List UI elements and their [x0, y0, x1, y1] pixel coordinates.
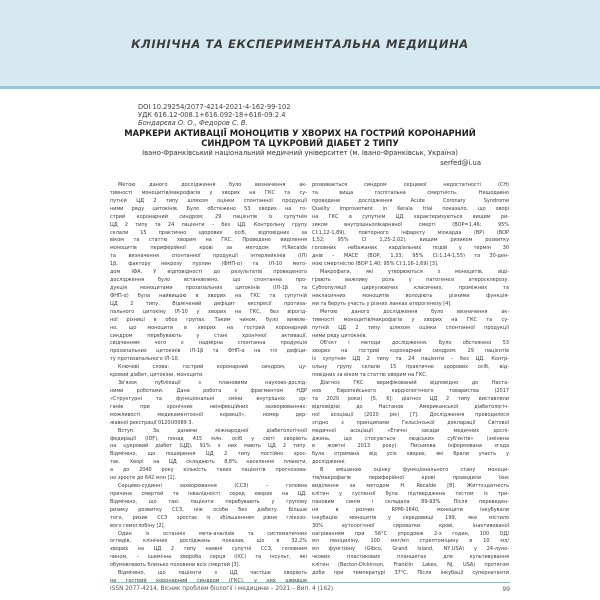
body-text-line: Метою даного дослідження було визначення ак-	[320, 308, 509, 315]
body-text-line: тає. Хворі на ЦД складають 8,8% населення планети,	[110, 459, 307, 466]
body-text-line: була отримана від усіх хворих, які брали участь у	[312, 451, 509, 458]
body-text-line: Відмічено, що поширення ЦД 2 типу постійно зрос-	[110, 451, 307, 458]
body-text-line: Відмічено, що пацієнти з ЦД частіше хворіють	[118, 570, 307, 577]
footer-divider	[110, 582, 510, 583]
body-text-line: днів – MACE (ВОР, 1,33; 95% СІ:1,14-1,55) та 30-ден-	[312, 253, 509, 260]
body-text-line: ними роботами. Дана робота є фрагментом НДР	[110, 387, 307, 394]
body-text-line: а до 2040 року кількість таких пацієнтів прогнозова-	[110, 467, 307, 474]
journal-footer: ISSN 2077-4214. Вісник проблем біології і медицини – 2021 – Вип. 4 (162)	[110, 586, 334, 592]
body-text-line: Макрофаги, які утворюються з моноцитів, віді-	[320, 269, 509, 276]
body-text-line: ної асоціації (2020 рік) [7]. Дослідження проводилося	[312, 411, 509, 418]
body-text-line: прозапальних цитокінів ІЛ-1β та ФНП-α на тлі дефіци-	[110, 348, 307, 355]
body-text-line: свідченням чого є надмірна спонтанна продукція	[110, 340, 307, 347]
body-text-line: нагріванням при 56°С упродовж 2-х годин, 100 ОД/	[312, 530, 509, 537]
body-text-line: ФНП-α) була найвищою в хворих на ГКС та супутній	[110, 292, 307, 299]
body-text-line: стрий коронарний синдром: 29 пацієнтів із супутнім	[110, 213, 307, 220]
body-text-line: дом ІФА. У відповідності до результатів проведеного	[110, 269, 307, 276]
body-text-line: на гострий коронарний синдром (ГКС), у них швидше	[110, 578, 307, 585]
body-text-line: причина смертей та інвалідності серед хворих на ЦД.	[110, 490, 307, 497]
body-text-line: но зросте до 642 млн [1].	[110, 475, 177, 482]
body-text-line: мл пеніциліну, 100 мкг/мл стрептоміцину в 10 мл/	[312, 538, 509, 545]
body-text-line: чкових пластикових планшетах для культивування	[312, 554, 509, 561]
body-text-line: жавної реєстрації 0120U0089 3.	[110, 419, 194, 426]
body-text-line: виділення за методом H. Recalde [8]. Життєздатність	[312, 483, 509, 490]
body-text-line: пановим синім і складала 89-93%. Після переведен-	[312, 498, 509, 505]
body-text-line: дукція моноцитами прозапальних цитокінів (ІЛ-1β та	[110, 284, 307, 291]
body-text-line: мл фунгізону (Gibco, Grand Island, NY,USA) у 24-луно-	[312, 546, 509, 553]
body-text-line: ганів при хронічних неінфекційних захворюваннях:	[110, 403, 307, 410]
authors-line: Бондарєва О. О., Федоров С. В.	[138, 119, 248, 127]
body-text-line: та 2020 роки) [5, 6]; діагноз ЦД 2 типу виставляли	[312, 395, 509, 402]
body-text-line: на цукровий діабет (ЦД), 91% з них мають ЦД 2 типу.	[110, 443, 307, 450]
body-text-line: путній ЦД 2 типу шляхом оцінки спонтанної продукції	[312, 324, 509, 331]
article-title-line-2: СИНДРОМ ТА ЦУКРОВИЙ ДІАБЕТ 2 ТИПУ	[201, 138, 399, 148]
body-text-line: чином, – ішемічна хвороба серця (ІХС) та інсульт, які	[110, 554, 307, 561]
body-text-line: путній ЦД 2 типу шляхом оцінки спонтанної продукції	[110, 197, 307, 204]
body-text-line: кровий діабет, цитокіни, моноцити.	[110, 372, 204, 379]
body-text-line: Ключові слова: гострий коронарний синдром, цу-	[118, 364, 307, 371]
body-text-line: розвивається синдром серцевої недостатності (СН)	[312, 182, 509, 188]
body-text-line: тивності моноцитів/макрофагів у хворих на ГКС та су-	[312, 316, 509, 323]
body-text-line: склали 15 практично здорових осіб, відповідних за	[110, 229, 307, 236]
body-text-line: хворих на ЦД 2 типу наявні супутні ССЗ, головним	[110, 546, 307, 553]
header-divider	[0, 86, 600, 89]
body-text-line: того, ризик ССЗ зростає із збільшенням рівня глікозо-	[110, 514, 307, 521]
body-text-line: ною смертністю (ВОР 1,40; 95% СІ:1,16-1,69) [3].	[312, 261, 439, 268]
body-text-line: 1β, фактору некрозу пухлин (ФНП-α) та ІЛ-10 мето-	[110, 261, 307, 268]
body-text-line: та вища госпітальна смертність. Нещодавно	[312, 189, 509, 196]
body-text-line: 1,52; 95% СІ 1,25-2,02), вищим ризиком розвитку	[312, 237, 509, 244]
body-text-line: СІ:1,12-1,89), повторного інфаркту міокарда (ВР) (ВОР	[312, 229, 509, 236]
body-text-line: дослідженні.	[312, 459, 347, 466]
body-text-line: медичної асоціації «Етичні засади медичних дослі-	[312, 427, 509, 434]
body-text-line: «Структурні та функціональні зміни внутрішніх ор-	[110, 395, 307, 402]
body-text-line: синдром перебувають у стані хронічної активації,	[110, 332, 307, 339]
body-text-line: інкубацію моноцитів у середовищі 199, яке містило	[312, 514, 509, 521]
body-text-line: повідних за віком та статтю хворим на ГКС.	[312, 372, 428, 379]
body-text-line: клітин у суспензії була підтверджена тестом із три-	[312, 490, 509, 497]
body-text-line: проведене дослідження Acute Coronary Syndrome	[312, 197, 509, 204]
body-text-line: тивності моноцитів/макрофагів у хворих на ГКС та су-	[110, 189, 307, 196]
page-number: 99	[502, 586, 510, 593]
body-text-line: згідно з принципами Гельсінської декларації Світової	[312, 419, 509, 426]
body-text-line: хворих на гострий коронарний синдром: 29 пацієнтів	[312, 348, 509, 355]
body-text-line: із супутнім ЦД 2 типу та 24 пацієнти – без ЦД. Контр-	[312, 356, 509, 363]
body-column-left	[110, 182, 307, 586]
doi-line: DOI 10.29254/2077-4214-2021-4-162-99-102	[138, 103, 291, 111]
body-text-line: обумовлюють близько половини всіх смертей [3].	[110, 562, 241, 569]
body-text-line: 30% аутологічної сироватки крові, інактивованої	[312, 522, 509, 529]
author-email: serfed@i.ua	[440, 159, 481, 167]
body-text-line: Зв'язок публікації з плановими науково-дослід-	[118, 380, 307, 387]
body-text-line: ЦД 2 типу та 24 пацієнти – без ЦД. Контрольну групу	[110, 221, 307, 228]
body-text-line: ризику розвитку ССЗ, ніж особи без діабету. Більше	[110, 506, 307, 513]
body-text-line: грають важливу роль у патогенезі атеросклерозу.	[312, 277, 509, 284]
body-text-line: пального цитокіну ІЛ-10 у хворих на ГКС, без вірогід-	[110, 308, 307, 315]
body-text-line: Один із останніх мета-аналізів та систематичних	[118, 530, 307, 537]
body-text-line: ми та беруть участь у різних ланках атерогенезу [4].	[312, 300, 452, 307]
body-text-line: ольну групу склали 15 практично здорових осіб, від-	[312, 364, 509, 371]
body-text-line: в жовтні 2013 року). Письмова інформована згода	[312, 443, 509, 450]
body-text-line: Метою даного дослідження було визначення ак-	[118, 182, 307, 188]
body-text-line: Quality Improvement in Kerala trial показало, що хворі	[312, 205, 509, 212]
affiliation: Івано-Франківський національний медичний університет (м. Івано-Франківськ, Україна)	[142, 149, 458, 157]
body-text-line: доби при температурі 37°С. Після інкубації супернатанти	[312, 570, 509, 577]
body-text-line: ними ряду цитокінів.	[312, 332, 367, 339]
body-text-line: ної різниці в обох групах. Таким чином, було виявле-	[110, 316, 307, 323]
body-text-line: ту протизапального ІЛ-10.	[110, 356, 180, 363]
journal-section-title: КЛІНІЧНА ТА ЕКСПЕРИМЕНТАЛЬНА МЕДИЦИНА	[131, 37, 469, 51]
body-text-line: моноцитів периферійної крові за методом H.Recalde	[110, 245, 307, 252]
udc-line: УДК 616.12-008.1+616.092-18+616-09:2.4	[138, 111, 286, 119]
article-title-line-1: МАРКЕРИ АКТИВАЦІЇ МОНОЦИТІВ У ХВОРИХ НА ГОСТРИЙ КОРОНАРНИЙ	[124, 128, 476, 138]
body-text-line: Діагноз ГКС верифікований відповідно до Наста-	[320, 380, 509, 387]
body-text-line: Відмічено, що такі пацієнти перебувають у групову	[110, 498, 307, 505]
body-text-line: клітин (Becton-Dickinson, Franklin Lakes, NJ, USA) протягом	[312, 562, 509, 569]
body-text-line: зиком внутрішньолікарняної смерті (ВОР=1,46; 95%	[312, 221, 509, 228]
body-text-line: федерації (IDF), понад 415 млн. осіб у світі хворіють	[110, 435, 307, 442]
body-text-line: но, що моноцити в хворих на гострий коронарний	[110, 324, 307, 331]
body-text-line: головних небажаних кардіальних подій у термін 30	[312, 245, 509, 252]
body-column-right	[312, 182, 509, 578]
body-text-line: джень, що стосуються людських суб'єктів» (змінена	[312, 435, 509, 442]
body-text-line: Об'єкт і методи дослідження. Було обстежено 53	[320, 340, 509, 347]
body-text-line: тів/макрофагів периферійної крові проводили їхнє	[312, 475, 509, 482]
body-text-line: Вступ. За даними міжнародної діабетологічної	[118, 427, 307, 434]
body-text-line: вого гемоглобіну [2].	[110, 522, 166, 529]
body-text-line: відповідно до Настанов Американської діабетологіч-	[312, 403, 509, 410]
body-text-line: оглядів, клінічних досліджень показав, що в 32,2%	[110, 538, 307, 545]
body-text-line: Субпопуляції циркулюючих класичних, проміжних та	[312, 284, 509, 291]
body-text-line: В змішаною оцінку функціонального стану моноци-	[320, 467, 509, 474]
body-text-line: та визначення спонтанної продукції інтерлейкінів (ІЛ)	[110, 253, 307, 260]
body-text-line: ЦД 2 типу. Відмічений дефіцит експресії протиза-	[110, 300, 307, 307]
body-text-line: можливості медикаментозної корекції», номер дер-	[110, 411, 307, 418]
body-text-line: ними ряду цитокінів. Було обстежено 53 хворих на го-	[110, 205, 307, 212]
body-text-line: Серцево-судинні захворювання (ССЗ) – головна	[118, 483, 307, 490]
body-text-line: нов Європейського кардіологічного товариства (2017	[312, 387, 509, 394]
body-text-line: некласичних моноцитів володіють різними функція-	[312, 292, 509, 299]
body-text-line: дослідження було встановлено, що спонтанна про-	[110, 277, 307, 284]
body-text-line: на ГКС в супутнім ЦД характеризуються вищим ри-	[312, 213, 509, 220]
body-text-line: ня в розчин RPMI-1640, моноцити інкубували	[312, 506, 509, 513]
body-text-line: віком та статтю хворим на ГКС. Проведено виділення	[110, 237, 307, 244]
